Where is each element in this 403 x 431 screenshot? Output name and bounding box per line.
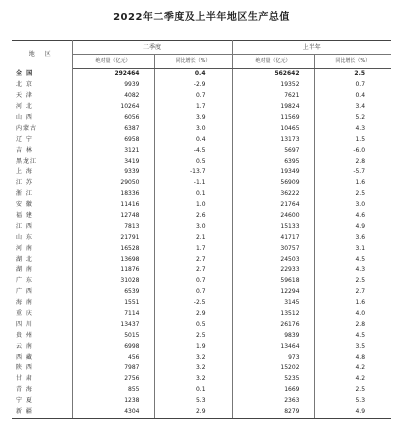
table-row [12, 385, 391, 396]
h1-growth-cell: 2.5 [354, 70, 366, 78]
q2-value-cell: 6958 [72, 134, 154, 145]
table-row [12, 243, 391, 254]
region-cell: 山 东 [12, 232, 72, 243]
h1-value-cell: 562642 [232, 69, 314, 80]
table-row [12, 102, 391, 113]
q2-value-cell: 7813 [72, 221, 154, 232]
h1-value-cell: 1669 [232, 385, 314, 396]
table-row [12, 374, 391, 385]
h1-value-cell: 41717 [232, 232, 314, 243]
table-row [12, 232, 391, 243]
q2-growth-cell: 1.7 [154, 102, 232, 113]
q2-growth-cell: 1.0 [154, 200, 232, 211]
q2-growth-cell: 0.1 [154, 385, 232, 396]
region-cell: 天 津 [12, 91, 72, 102]
h1-value-cell: 11569 [232, 113, 314, 124]
h1-value-cell: 12294 [232, 287, 314, 298]
region-cell: 海 南 [12, 298, 72, 309]
h1-growth-cell: 4.0 [355, 310, 366, 318]
region-cell: 内蒙古 [12, 123, 72, 134]
q2-value-cell: 29050 [72, 178, 154, 189]
table-row [12, 123, 391, 134]
region-cell: 山 西 [12, 113, 72, 124]
q2-growth-column-header: 同比增长（%） [154, 55, 232, 69]
h1-growth-cell: 1.5 [355, 135, 366, 143]
q2-growth-cell: -13.7 [154, 167, 232, 178]
q2-growth-cell: 2.9 [154, 309, 232, 320]
table-row [12, 178, 391, 189]
h1-value-cell: 5235 [232, 374, 314, 385]
h1-value-cell: 10465 [232, 123, 314, 134]
h1-value-cell: 8279 [232, 407, 314, 418]
region-cell: 云 南 [12, 341, 72, 352]
table-row [12, 276, 391, 287]
q2-column-group-header: 二季度 [72, 41, 232, 55]
q2-value-cell: 10264 [72, 102, 154, 113]
table-row [12, 156, 391, 167]
q2-growth-cell: 0.5 [154, 156, 232, 167]
h1-growth-cell: 4.9 [314, 407, 391, 418]
h1-value-cell: 36222 [232, 189, 314, 200]
q2-value-cell: 7114 [72, 309, 154, 320]
q2-growth-cell: -1.1 [154, 178, 232, 189]
h1-growth-cell: 1.6 [355, 299, 366, 307]
region-cell: 河 北 [12, 102, 72, 113]
table-row [12, 254, 391, 265]
q2-value-cell: 11416 [72, 200, 154, 211]
q2-growth-cell: 0.7 [154, 91, 232, 102]
table-row [12, 69, 391, 80]
q2-value-cell: 3419 [72, 156, 154, 167]
q2-growth-cell: 3.2 [154, 352, 232, 363]
h1-value-column-header: 绝对量（亿元） [232, 55, 314, 69]
q2-growth-cell: 0.4 [154, 134, 232, 145]
h1-growth-cell: -6.0 [353, 146, 366, 154]
h1-value-cell: 19824 [232, 102, 314, 113]
table-row [12, 80, 391, 91]
h1-growth-column-header: 同比增长（%） [314, 55, 391, 69]
region-cell: 广 西 [12, 287, 72, 298]
region-cell: 贵 州 [12, 330, 72, 341]
table-row [12, 298, 391, 309]
table-row [12, 330, 391, 341]
h1-value-cell: 13512 [232, 309, 314, 320]
region-cell: 安 徽 [12, 200, 72, 211]
h1-growth-cell: 4.9 [355, 222, 366, 230]
region-column-header: 地 区 [12, 41, 72, 69]
table-row [12, 200, 391, 211]
q2-growth-cell: 2.9 [154, 407, 232, 418]
h1-growth-cell: 5.3 [355, 397, 366, 405]
h1-growth-cell: 4.8 [355, 353, 366, 361]
region-cell: 广 东 [12, 276, 72, 287]
h1-value-cell: 15202 [232, 363, 314, 374]
gdp-table [12, 40, 391, 419]
table-row [12, 189, 391, 200]
h1-growth-cell: 3.5 [355, 342, 366, 350]
q2-value-cell: 3121 [72, 145, 154, 156]
h1-value-cell: 19352 [232, 80, 314, 91]
q2-growth-cell: 0.7 [154, 287, 232, 298]
h1-growth-cell: 4.2 [355, 364, 366, 372]
h1-value-cell: 7621 [232, 91, 314, 102]
q2-value-cell: 4304 [72, 407, 154, 418]
q2-value-cell: 456 [72, 352, 154, 363]
h1-value-cell: 5697 [232, 145, 314, 156]
table-row [12, 167, 391, 178]
h1-value-cell: 6395 [232, 156, 314, 167]
q2-value-cell: 292464 [72, 69, 154, 80]
h1-growth-cell: 3.0 [355, 201, 366, 209]
h1-value-cell: 973 [232, 352, 314, 363]
region-cell: 河 南 [12, 243, 72, 254]
q2-growth-cell: 3.9 [154, 113, 232, 124]
q2-value-cell: 1238 [72, 396, 154, 407]
h1-growth-cell: 2.8 [355, 157, 366, 165]
q2-growth-cell: 2.6 [154, 211, 232, 222]
q2-value-cell: 13437 [72, 319, 154, 330]
q2-value-cell: 6998 [72, 341, 154, 352]
h1-value-cell: 21764 [232, 200, 314, 211]
h1-value-cell: 13173 [232, 134, 314, 145]
h1-growth-cell: 1.6 [355, 179, 366, 187]
region-cell: 西 藏 [12, 352, 72, 363]
h1-growth-cell: 2.7 [355, 288, 366, 296]
q2-value-cell: 9339 [72, 167, 154, 178]
q2-value-cell: 855 [72, 385, 154, 396]
h1-value-cell: 30757 [232, 243, 314, 254]
q2-value-cell: 18336 [72, 189, 154, 200]
q2-growth-cell: 2.5 [154, 330, 232, 341]
table-row [12, 265, 391, 276]
q2-growth-cell: 5.3 [154, 396, 232, 407]
h1-value-cell: 2363 [232, 396, 314, 407]
table-row [12, 211, 391, 222]
q2-growth-cell: 3.2 [154, 363, 232, 374]
table-row [12, 309, 391, 320]
h1-value-cell: 22933 [232, 265, 314, 276]
q2-growth-cell: 2.7 [154, 254, 232, 265]
q2-growth-cell: -2.9 [154, 80, 232, 91]
table-row [12, 145, 391, 156]
table-body [12, 69, 391, 419]
h1-growth-cell: -5.7 [353, 168, 366, 176]
q2-value-cell: 9939 [72, 80, 154, 91]
q2-growth-cell: 3.0 [154, 221, 232, 232]
table-row [12, 221, 391, 232]
q2-value-cell: 2756 [72, 374, 154, 385]
q2-value-cell: 12748 [72, 211, 154, 222]
q2-value-cell: 4082 [72, 91, 154, 102]
region-cell: 辽 宁 [12, 134, 72, 145]
h1-value-cell: 19349 [232, 167, 314, 178]
region-cell: 江 苏 [12, 178, 72, 189]
region-cell: 黑龙江 [12, 156, 72, 167]
region-cell: 青 海 [12, 385, 72, 396]
q2-growth-cell: 0.7 [154, 276, 232, 287]
h1-growth-cell: 4.3 [355, 124, 366, 132]
q2-growth-cell: 3.0 [154, 123, 232, 134]
q2-growth-cell: 2.7 [154, 265, 232, 276]
q2-value-cell: 1551 [72, 298, 154, 309]
region-cell: 浙 江 [12, 189, 72, 200]
q2-value-cell: 6539 [72, 287, 154, 298]
h1-value-cell: 3145 [232, 298, 314, 309]
region-cell: 宁 夏 [12, 396, 72, 407]
q2-value-cell: 31028 [72, 276, 154, 287]
q2-value-cell: 6056 [72, 113, 154, 124]
q2-value-cell: 7987 [72, 363, 154, 374]
table-row [12, 91, 391, 102]
h1-growth-cell: 4.5 [355, 255, 366, 263]
q2-growth-cell: 0.4 [154, 69, 232, 80]
h1-growth-cell: 2.5 [355, 190, 366, 198]
h1-growth-cell: 3.4 [355, 103, 366, 111]
h1-growth-cell: 0.7 [355, 81, 366, 89]
region-cell: 福 建 [12, 211, 72, 222]
h1-column-group-header: 上半年 [232, 41, 391, 55]
h1-growth-cell: 4.3 [355, 266, 366, 274]
region-cell: 全 国 [12, 69, 72, 80]
q2-value-column-header: 绝对量（亿元） [72, 55, 154, 69]
q2-growth-cell: 1.9 [154, 341, 232, 352]
table-row [12, 352, 391, 363]
h1-growth-cell: 0.4 [355, 92, 366, 100]
h1-value-cell: 56909 [232, 178, 314, 189]
q2-growth-cell: -2.5 [154, 298, 232, 309]
h1-growth-cell: 3.1 [355, 244, 366, 252]
q2-value-cell: 16528 [72, 243, 154, 254]
table-row [12, 341, 391, 352]
region-cell: 上 海 [12, 167, 72, 178]
q2-value-cell: 21791 [72, 232, 154, 243]
region-cell: 甘 肃 [12, 374, 72, 385]
table-row [12, 396, 391, 407]
h1-growth-cell: 4.5 [355, 331, 366, 339]
h1-value-cell: 13464 [232, 341, 314, 352]
h1-growth-cell: 3.6 [355, 233, 366, 241]
table-row [12, 363, 391, 374]
table-row [12, 287, 391, 298]
q2-value-cell: 5015 [72, 330, 154, 341]
h1-value-cell: 26176 [232, 319, 314, 330]
region-cell: 湖 南 [12, 265, 72, 276]
h1-value-cell: 59618 [232, 276, 314, 287]
q2-growth-cell: 1.7 [154, 243, 232, 254]
table-row [12, 407, 391, 418]
h1-value-cell: 15133 [232, 221, 314, 232]
region-cell: 湖 北 [12, 254, 72, 265]
region-cell: 北 京 [12, 80, 72, 91]
table-row [12, 113, 391, 124]
q2-growth-cell: 2.1 [154, 232, 232, 243]
q2-value-cell: 11876 [72, 265, 154, 276]
region-cell: 重 庆 [12, 309, 72, 320]
h1-growth-cell: 4.6 [355, 212, 366, 220]
h1-growth-cell: 2.8 [355, 320, 366, 328]
page-title: 2022年二季度及上半年地区生产总值 [113, 12, 290, 23]
table-header-row [12, 41, 391, 55]
region-cell: 江 西 [12, 221, 72, 232]
table-row [12, 319, 391, 330]
h1-growth-cell: 5.2 [355, 114, 366, 121]
q2-growth-cell: 0.1 [154, 189, 232, 200]
q2-value-cell: 13698 [72, 254, 154, 265]
region-cell: 新 疆 [12, 407, 72, 418]
q2-value-cell: 6387 [72, 123, 154, 134]
h1-growth-cell: 4.2 [355, 375, 366, 383]
h1-growth-cell: 2.5 [355, 277, 366, 285]
h1-value-cell: 9839 [232, 330, 314, 341]
region-cell: 四 川 [12, 319, 72, 330]
region-cell: 吉 林 [12, 145, 72, 156]
q2-growth-cell: -4.5 [154, 145, 232, 156]
h1-growth-cell: 2.5 [355, 386, 366, 394]
q2-growth-cell: 3.2 [154, 374, 232, 385]
h1-value-cell: 24503 [232, 254, 314, 265]
q2-growth-cell: 0.5 [154, 319, 232, 330]
h1-value-cell: 24600 [232, 211, 314, 222]
region-cell: 陕 西 [12, 363, 72, 374]
table-row [12, 134, 391, 145]
